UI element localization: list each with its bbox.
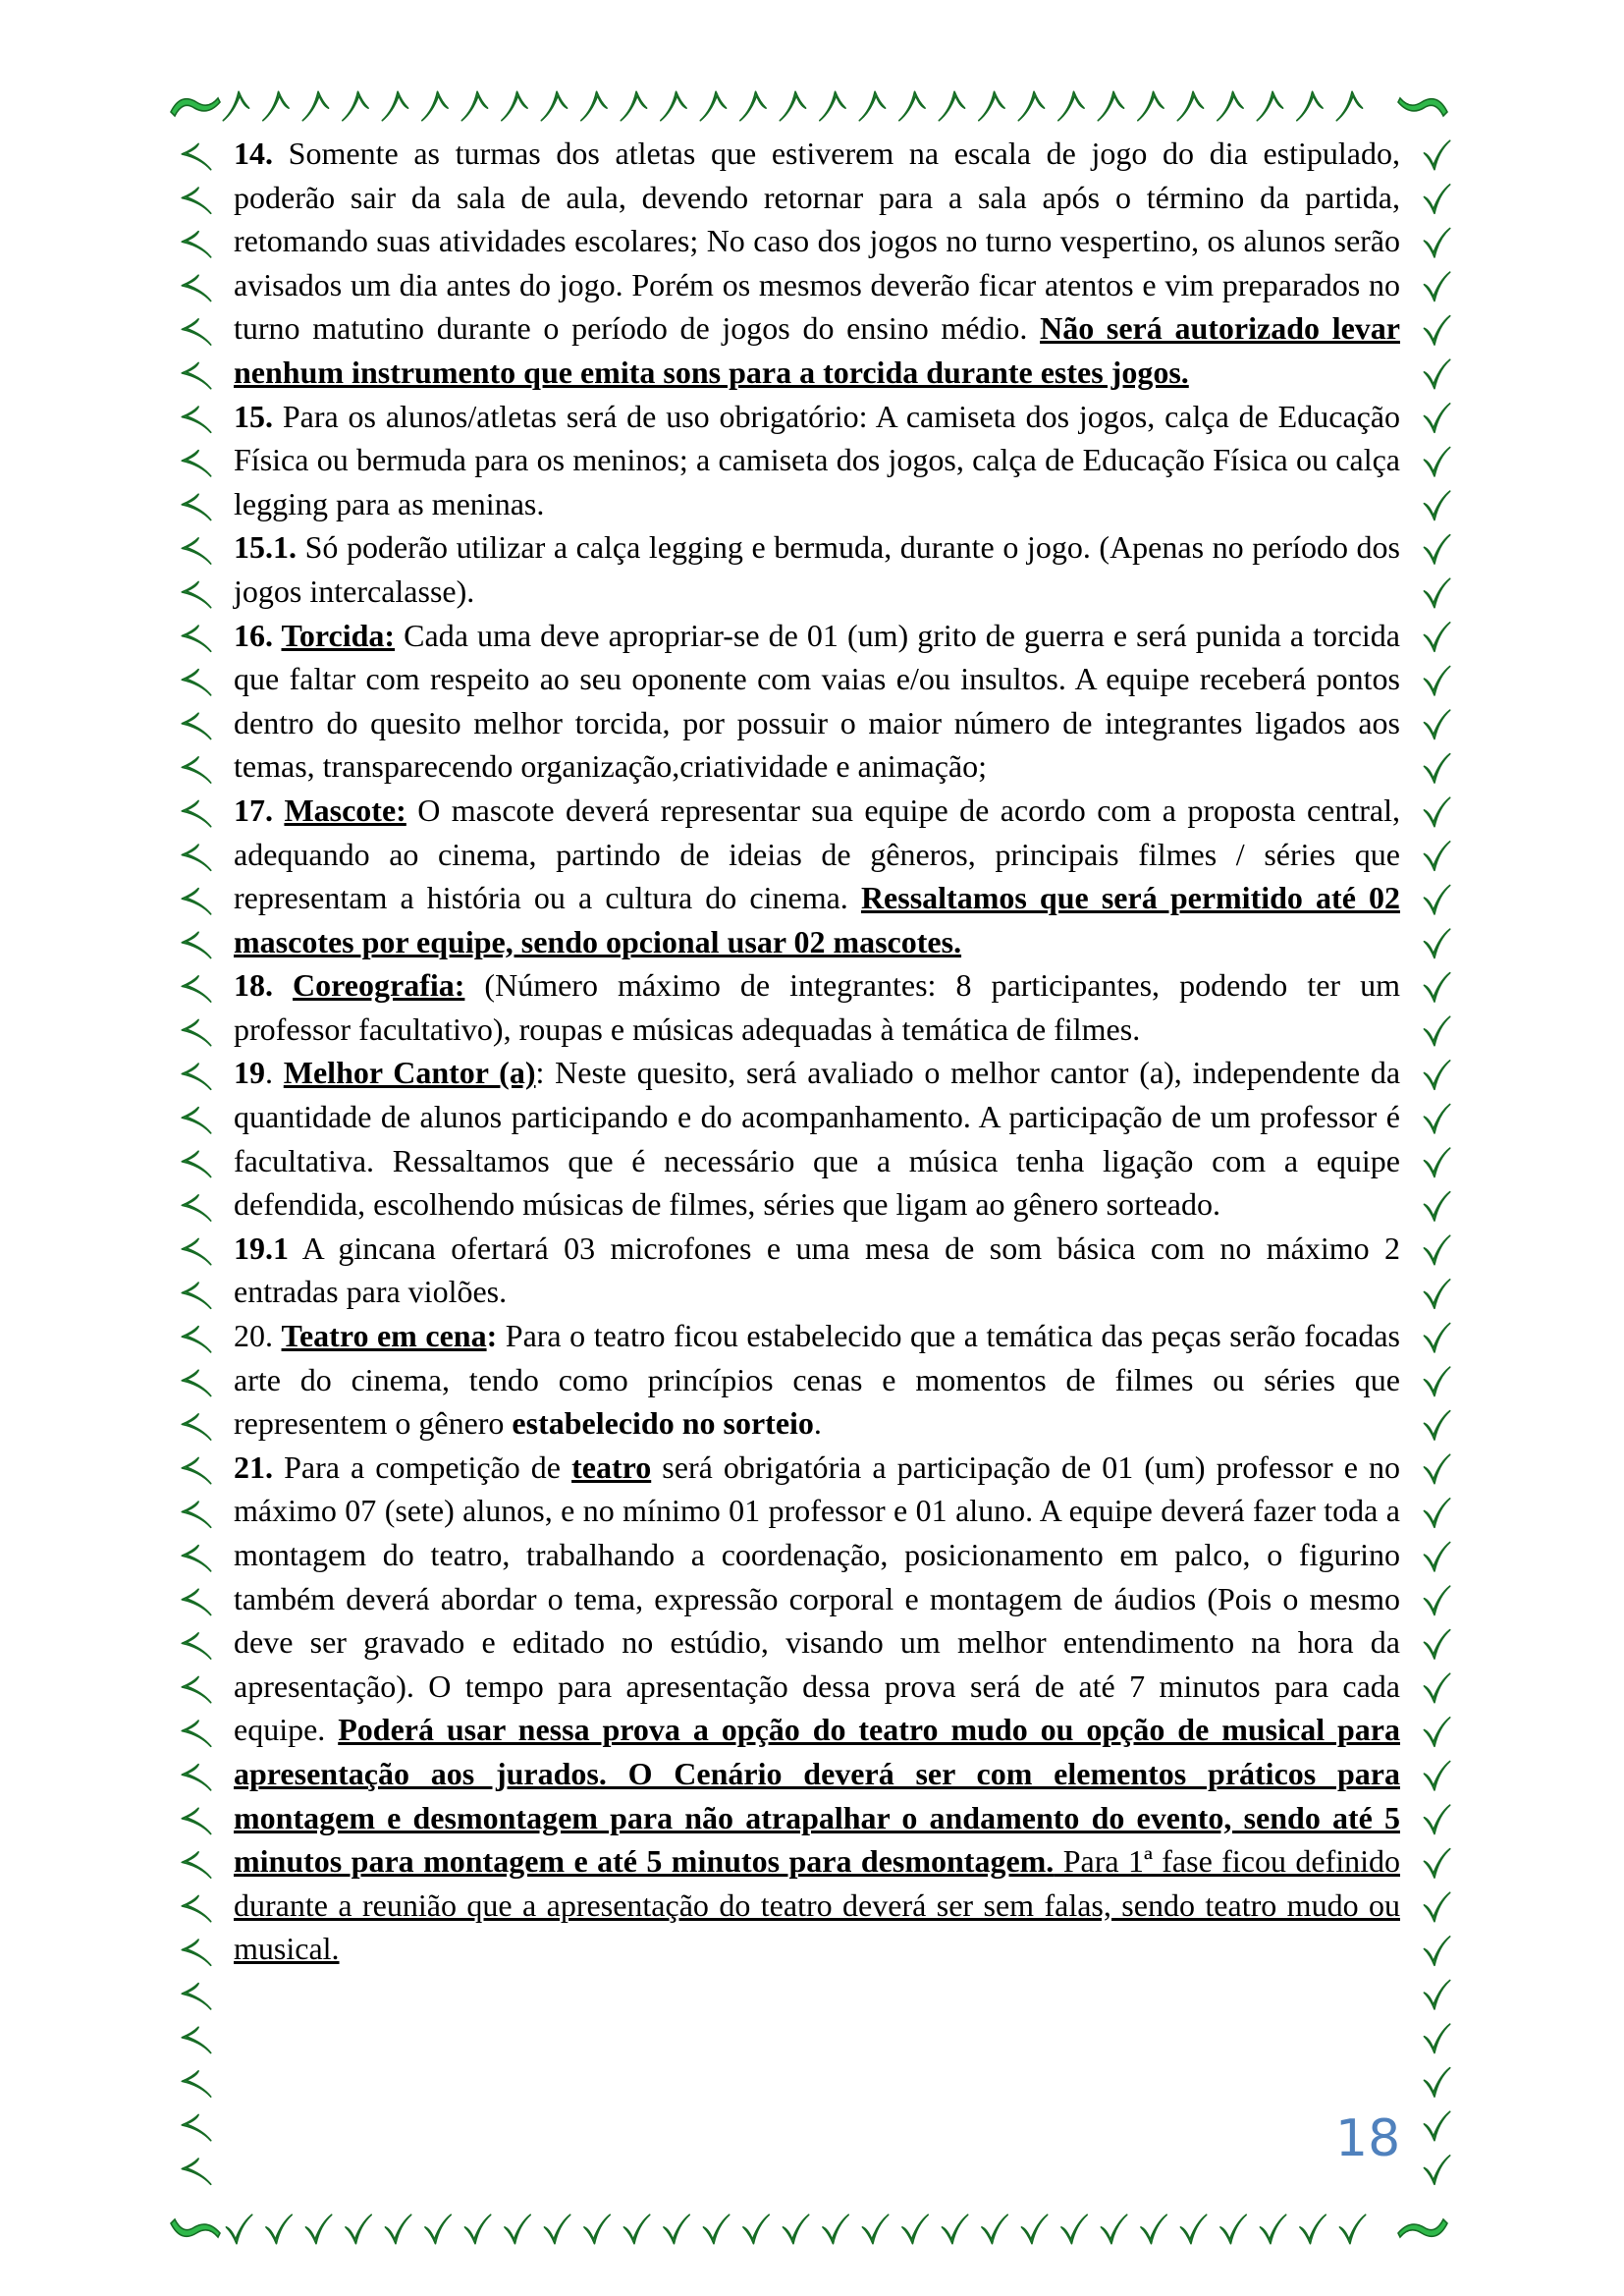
text-run: 15. (234, 398, 273, 434)
vine-leaf-icon (1424, 140, 1449, 169)
vine-leaf-icon (1424, 710, 1449, 738)
text-run: Para o teatro ficou estabelecido que a temática das peças serão focadas arte do cinema, tendo como princípios cenas e momentos de filmes ou séries que representem o gênero (234, 1318, 1401, 1442)
vine-leaf-icon (1424, 667, 1449, 695)
vine-leaf-icon (1424, 1148, 1449, 1176)
text-run: Torcida: (281, 617, 396, 653)
vine-leaf-icon (305, 2214, 331, 2243)
vine-leaf-icon (226, 2214, 251, 2243)
vine-leaf-icon (1300, 2214, 1326, 2243)
vine-leaf-icon (182, 670, 210, 695)
text-run: Somente as turmas dos atletas que estiverem na escala de jogo do dia estipulado, poderão sair da sala de aula, devendo retornar para a sala após o término da partida, retomando suas atividades escolares; No caso dos jogos no turno vespertino, os alunos serão avisados um dia antes do jogo. Porém os mesmos deverão ficar atentos e vim preparados no turno matutino durante o período de jogos do ensino médio. (234, 136, 1400, 347)
vine-leaf-icon (899, 91, 925, 120)
vine-leaf-icon (1424, 272, 1449, 301)
vine-leaf-icon (1424, 1630, 1449, 1659)
text-run: 21. (234, 1449, 273, 1485)
vine-leaf-icon (1257, 91, 1282, 120)
vine-leaf-icon (182, 1765, 210, 1790)
vine-leaf-icon (979, 91, 1004, 120)
vine-leaf-icon (182, 2114, 210, 2140)
vine-leaf-icon (182, 976, 210, 1002)
vine-leaf-icon (1424, 1192, 1449, 1221)
vine-leaf-icon (1021, 2214, 1047, 2243)
text-run: Cada uma deve apropriar-se de 01 (um) grito de guerra e será punida a torcida que faltar com respeito ao seu oponente com vaias e/ou insultos. A equipe receberá pontos dentro do quesito melhor torcida, por possuir o maior número de integrantes ligados aos temas, transparecendo organização,criatividade e animação; (234, 617, 1401, 785)
paragraph-21-teatro (234, 1446, 1400, 1971)
vine-leaf-icon (664, 2214, 689, 2243)
vine-leaf-icon (1424, 1849, 1449, 1878)
vine-leaf-icon (182, 1108, 210, 1133)
text-run: : Neste quesito, será avaliado o melhor cantor (a), independente da quantidade de alunos participando e do acompanhamento. A participação de um professor é facultativa. Ressaltamos que é necessário que a música tenha ligação com a equipe defendida, escolhendo músicas de filmes, séries que ligam ao gênero sorteado. (234, 1055, 1401, 1223)
vine-leaf-icon (182, 1546, 210, 1571)
text-run: teatro (571, 1449, 652, 1485)
text-run: . (265, 1055, 284, 1091)
paragraph-15-1 (234, 525, 1400, 613)
vine-leaf-icon (182, 494, 210, 519)
vine-leaf-icon (182, 626, 210, 651)
text-run: Ressaltamos que será permitido até 02 mascotes por equipe, sendo opcional usar 02 mascotes. (234, 880, 1401, 959)
vine-leaf-icon (182, 1238, 210, 1264)
vine-leaf-icon (182, 1502, 210, 1527)
vine-leaf-icon (820, 91, 845, 120)
vine-leaf-icon (182, 1370, 210, 1395)
vine-leaf-icon (505, 2214, 530, 2243)
vine-leaf-icon (1424, 1543, 1449, 1571)
text-run: O mascote deverá representar sua equipe de acordo com a proposta central, adequando ao cinema, partindo de ideias de gêneros, principais filmes / séries que representam a história ou a cultura do cinema. (234, 792, 1401, 916)
document-body (234, 132, 1400, 1971)
vine-leaf-icon (1220, 2214, 1246, 2243)
text-run: 18. (234, 967, 294, 1004)
page-number: 18 (1335, 2109, 1401, 2168)
vine-leaf-icon (1424, 404, 1449, 432)
vine-leaf-icon (182, 1414, 210, 1440)
vine-leaf-icon (1018, 91, 1044, 120)
vine-leaf-icon (1424, 535, 1449, 564)
vine-leaf-icon (266, 2214, 292, 2243)
vine-leaf-icon (182, 1019, 210, 1045)
text-run: Para 1ª fase ficou definido durante a reunião que a apresentação do teatro deverá ser sem falas, sendo teatro mudo ou musical. (234, 1843, 1401, 1967)
vine-leaf-icon (859, 91, 885, 120)
vine-leaf-icon (1424, 886, 1449, 914)
vine-leaf-icon (1098, 91, 1123, 120)
vine-leaf-icon (182, 1457, 210, 1483)
vine-leaf-icon (182, 1589, 210, 1614)
vine-leaf-icon (703, 2214, 729, 2243)
paragraph-14 (234, 132, 1400, 395)
vine-leaf-icon (182, 188, 210, 213)
vine-leaf-icon (182, 407, 210, 432)
vine-leaf-icon (740, 91, 766, 120)
vine-leaf-icon (783, 2214, 808, 2243)
vine-leaf-icon (1424, 1937, 1449, 1965)
vine-leaf-icon (1424, 448, 1449, 476)
vine-leaf-icon (422, 91, 448, 120)
vine-leaf-icon (1218, 91, 1243, 120)
vine-leaf-icon (182, 232, 210, 257)
vine-leaf-icon (1424, 1981, 1449, 2009)
vine-leaf-icon (1061, 2214, 1087, 2243)
vine-leaf-icon (584, 2214, 610, 2243)
vine-leaf-icon (942, 2214, 967, 2243)
vine-leaf-icon (623, 2214, 649, 2243)
vine-leaf-icon (1424, 1016, 1449, 1045)
paragraph-19-1 (234, 1227, 1400, 1314)
text-run: (Número máximo de integrantes: 8 participantes, podendo ter um professor facultativo), roupas e músicas adequadas à temática de filmes. (234, 967, 1401, 1047)
paragraph-19-melhor-cantor (234, 1051, 1400, 1226)
vine-leaf-icon (1424, 797, 1449, 826)
paragraph-15 (234, 395, 1400, 526)
vine-leaf-icon (743, 2214, 769, 2243)
vine-corner-icon (1398, 2219, 1447, 2237)
vine-leaf-icon (182, 845, 210, 870)
vine-leaf-icon (182, 1808, 210, 1833)
vine-leaf-icon (263, 91, 289, 120)
vine-leaf-icon (621, 91, 646, 120)
vine-leaf-icon (1424, 1762, 1449, 1790)
vine-leaf-icon (1339, 2214, 1365, 2243)
vine-leaf-icon (1058, 91, 1084, 120)
vine-leaf-icon (302, 91, 328, 120)
vine-leaf-icon (385, 2214, 410, 2243)
vine-leaf-icon (182, 1327, 210, 1352)
vine-leaf-icon (700, 91, 726, 120)
vine-leaf-icon (1424, 754, 1449, 783)
vine-leaf-icon (182, 1984, 210, 2009)
vine-leaf-icon (182, 1852, 210, 1878)
text-run: 17. (234, 792, 285, 828)
vine-leaf-icon (1424, 1718, 1449, 1746)
text-run: 20. (234, 1318, 282, 1354)
vine-corner-icon (171, 98, 220, 116)
vine-leaf-icon (1424, 1324, 1449, 1352)
vine-leaf-icon (1424, 1235, 1449, 1264)
vine-leaf-icon (780, 91, 805, 120)
text-run: estabelecido no sorteio (512, 1405, 814, 1442)
vine-leaf-icon (1424, 623, 1449, 651)
paragraph-20-teatro-em-cena (234, 1314, 1400, 1446)
paragraph-16-torcida (234, 614, 1400, 789)
text-run: Mascote: (284, 792, 406, 828)
vine-leaf-icon (1424, 929, 1449, 957)
vine-leaf-icon (182, 713, 210, 738)
vine-leaf-icon (182, 143, 210, 169)
vine-leaf-icon (1138, 91, 1164, 120)
vine-leaf-icon (1336, 91, 1362, 120)
vine-leaf-icon (182, 1064, 210, 1089)
vine-leaf-icon (1424, 2111, 1449, 2140)
vine-corner-icon (1398, 98, 1447, 116)
vine-leaf-icon (182, 581, 210, 607)
vine-leaf-icon (343, 91, 368, 120)
vine-leaf-icon (182, 1633, 210, 1659)
vine-leaf-icon (1424, 842, 1449, 870)
vine-leaf-icon (1424, 2024, 1449, 2052)
vine-leaf-icon (182, 275, 210, 301)
vine-leaf-icon (182, 1151, 210, 1176)
vine-leaf-icon (1424, 578, 1449, 607)
vine-leaf-icon (1177, 91, 1203, 120)
vine-leaf-icon (1424, 1411, 1449, 1440)
text-run: Para os alunos/atletas será de uso obrigatório: A camiseta dos jogos, calça de Educação Física ou bermuda para os meninos; a camiseta dos jogos, calça de Educação Física ou calça legging para as meninas. (234, 398, 1400, 521)
vine-leaf-icon (1424, 316, 1449, 345)
vine-leaf-icon (541, 91, 567, 120)
vine-leaf-icon (1424, 1805, 1449, 1833)
vine-leaf-icon (1424, 1367, 1449, 1395)
vine-leaf-icon (182, 319, 210, 345)
vine-leaf-icon (1424, 1105, 1449, 1133)
vine-leaf-icon (1424, 1892, 1449, 1921)
vine-leaf-icon (182, 800, 210, 826)
vine-leaf-icon (1424, 1454, 1449, 1483)
vine-leaf-icon (1101, 2214, 1126, 2243)
text-run: 16. (234, 617, 282, 653)
vine-leaf-icon (182, 1195, 210, 1221)
text-run: Coreografia: (293, 967, 465, 1004)
vine-leaf-icon (182, 362, 210, 388)
text-run: Poderá usar nessa prova a opção do teatro mudo ou opção de musical para apresentação aos jurados. O Cenário deverá ser com elementos práticos para montagem e desmontagem para não atrapalhar o andamento do evento, sendo até 5 minutos para montagem e até 5 minutos para desmontagem. (234, 1712, 1401, 1880)
text-run: Só poderão utilizar a calça legging e bermuda, durante o jogo. (Apenas no período dos jogos intercalasse). (234, 529, 1400, 609)
vine-leaf-icon (346, 2214, 371, 2243)
vine-leaf-icon (182, 1721, 210, 1746)
vine-leaf-icon (502, 91, 527, 120)
vine-leaf-icon (1424, 2068, 1449, 2097)
paragraph-17-mascote (234, 789, 1400, 963)
text-run: 15.1. (234, 529, 297, 566)
text-run: 19.1 (234, 1230, 289, 1266)
vine-leaf-icon (182, 932, 210, 957)
vine-leaf-icon (1297, 91, 1323, 120)
vine-leaf-icon (182, 1283, 210, 1308)
vine-leaf-icon (544, 2214, 569, 2243)
text-run: 19 (234, 1055, 265, 1091)
vine-leaf-icon (1424, 185, 1449, 213)
text-run: : (486, 1318, 498, 1354)
vine-leaf-icon (464, 2214, 490, 2243)
paragraph-18-coreografia (234, 963, 1400, 1051)
vine-leaf-icon (1424, 973, 1449, 1002)
vine-leaf-icon (182, 757, 210, 783)
vine-leaf-icon (982, 2214, 1007, 2243)
text-run: Teatro em cena (281, 1318, 487, 1354)
vine-leaf-icon (1424, 229, 1449, 257)
vine-leaf-icon (182, 2027, 210, 2052)
vine-leaf-icon (939, 91, 964, 120)
vine-leaf-icon (425, 2214, 451, 2243)
vine-leaf-icon (1424, 1586, 1449, 1614)
vine-leaf-icon (1424, 359, 1449, 388)
vine-leaf-icon (182, 2071, 210, 2097)
vine-leaf-icon (1424, 491, 1449, 519)
vine-leaf-icon (1424, 1499, 1449, 1527)
vine-leaf-icon (1424, 1280, 1449, 1308)
vine-leaf-icon (1424, 1061, 1449, 1089)
vine-corner-icon (171, 2219, 220, 2237)
vine-leaf-icon (1424, 2156, 1449, 2184)
vine-leaf-icon (862, 2214, 888, 2243)
vine-leaf-icon (581, 91, 607, 120)
vine-leaf-icon (182, 538, 210, 564)
text-run: Para a competição de (273, 1449, 572, 1485)
vine-leaf-icon (182, 1940, 210, 1965)
vine-leaf-icon (1260, 2214, 1285, 2243)
vine-leaf-icon (823, 2214, 848, 2243)
text-run: Não será autorizado levar nenhum instrumento que emita sons para a torcida durante estes jogos. (234, 310, 1401, 390)
vine-leaf-icon (902, 2214, 928, 2243)
text-run: Melhor Cantor (a) (283, 1055, 536, 1091)
vine-leaf-icon (1141, 2214, 1166, 2243)
vine-leaf-icon (182, 1676, 210, 1702)
text-run: A gincana ofertará 03 microfones e uma mesa de som básica com no máximo 2 entradas para violões. (234, 1230, 1400, 1310)
vine-leaf-icon (1180, 2214, 1206, 2243)
vine-leaf-icon (461, 91, 487, 120)
vine-leaf-icon (182, 451, 210, 476)
vine-leaf-icon (182, 1895, 210, 1921)
vine-leaf-icon (182, 2159, 210, 2184)
text-run: será obrigatória a participação de 01 (um) professor e no máximo 07 (sete) alunos, e no mínimo 01 professor e 01 aluno. A equipe deverá fazer toda a montagem do teatro, trabalhando a coordenação, posicionamento em palco, o figurino também deverá abordar o tema, expressão corporal e montagem de áudios (Pois o mesmo deve ser gravado e editado no estúdio, visando um melhor entendimento na hora da apresentação). O tempo para apresentação dessa prova será de até 7 minutos para cada equipe. (234, 1449, 1401, 1748)
text-run: 14. (234, 136, 273, 171)
vine-leaf-icon (1424, 1673, 1449, 1702)
vine-leaf-icon (382, 91, 407, 120)
vine-leaf-icon (661, 91, 686, 120)
vine-leaf-icon (182, 889, 210, 914)
vine-leaf-icon (223, 91, 248, 120)
text-run: . (813, 1405, 822, 1442)
